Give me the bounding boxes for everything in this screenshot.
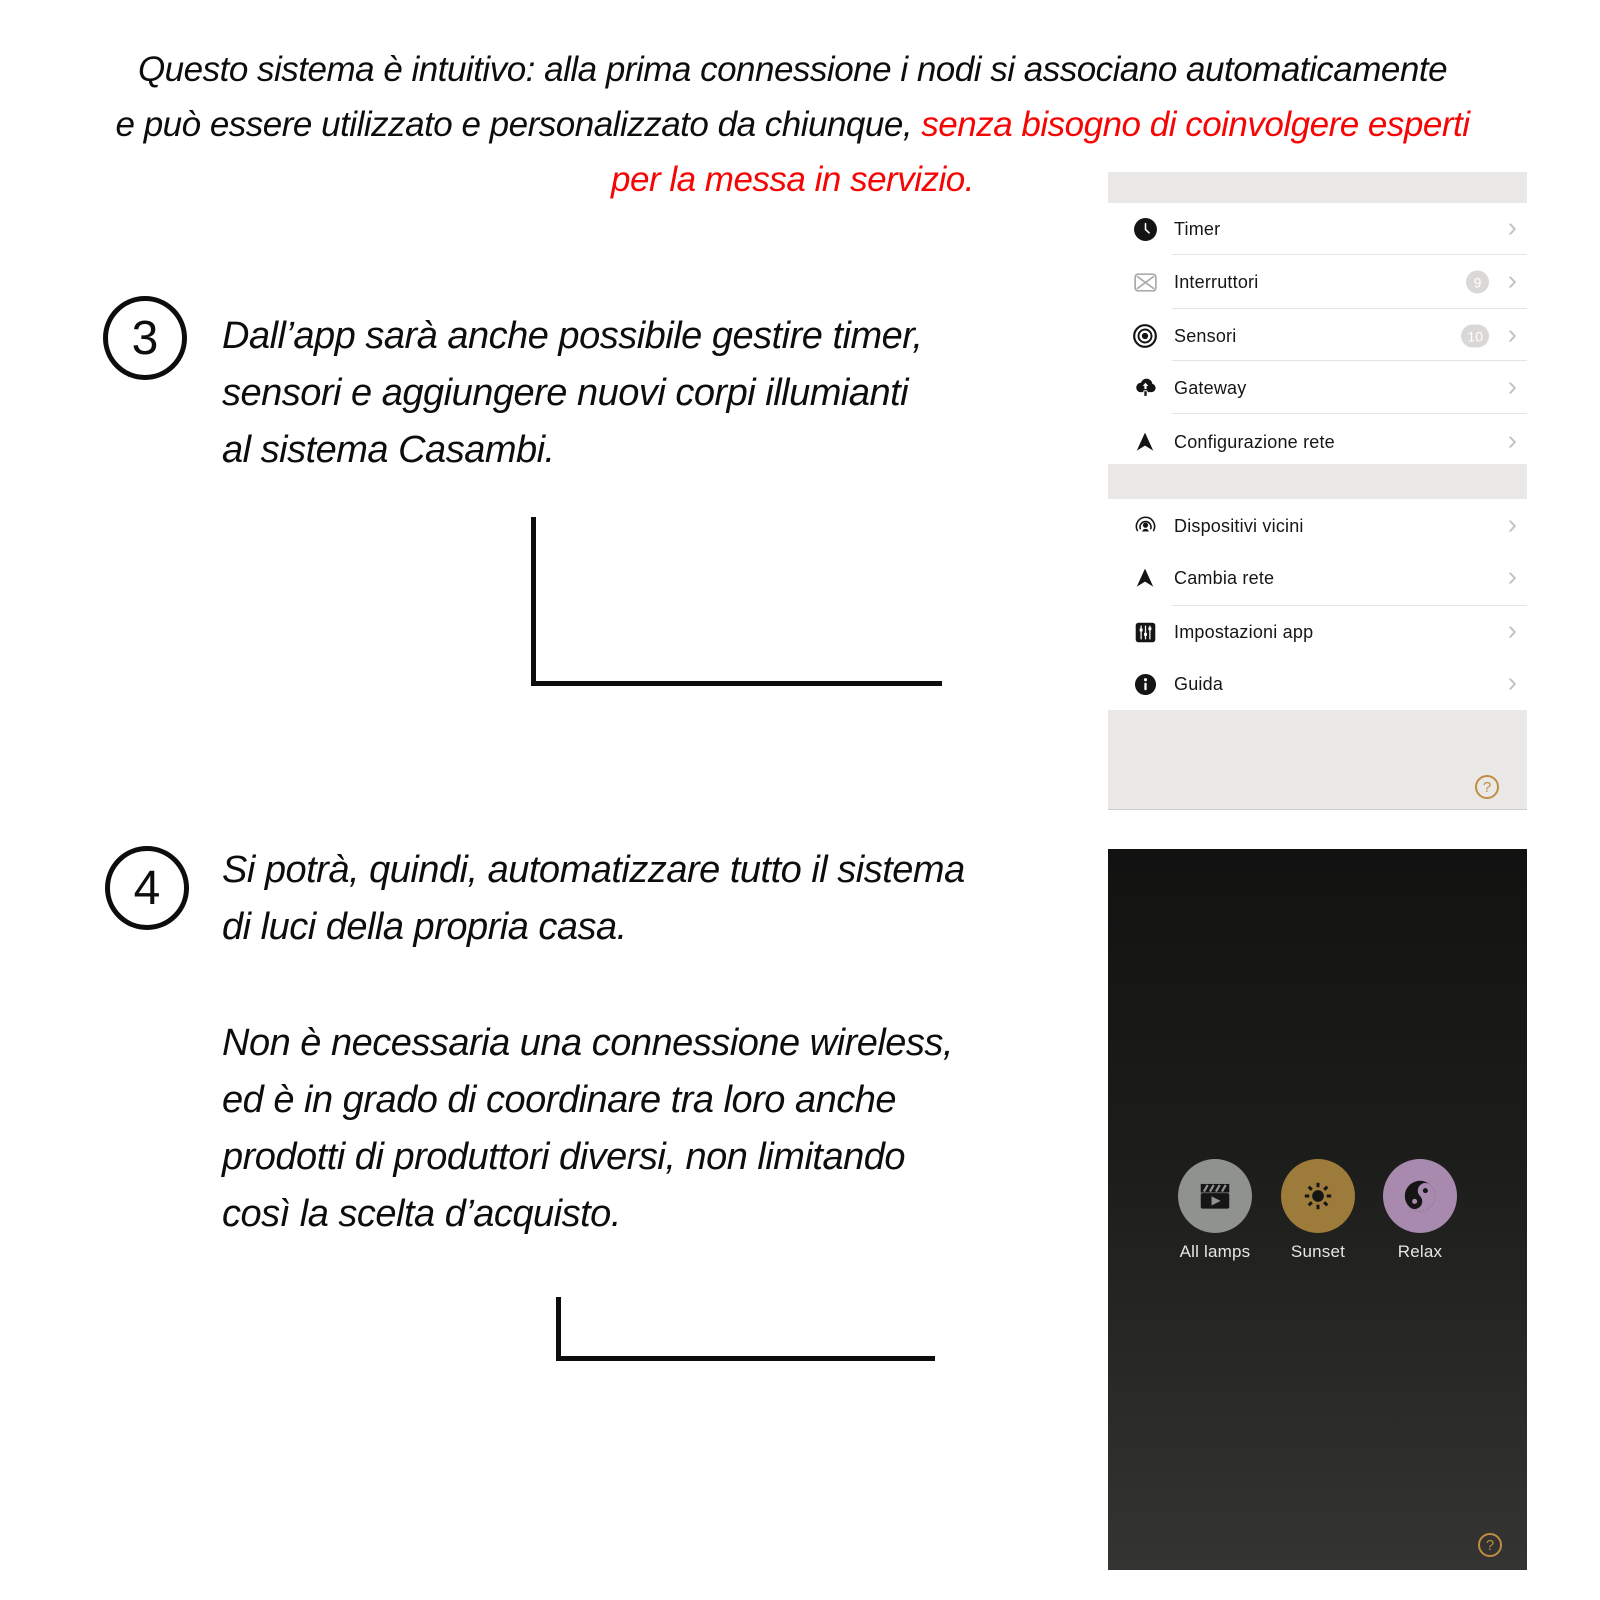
menu-item-label: Cambia rete <box>1174 567 1275 588</box>
menu-item-gateway[interactable] <box>1108 362 1527 414</box>
menu-item-cambia-rete[interactable] <box>1108 552 1527 604</box>
menu-section-separator <box>1108 464 1527 499</box>
count-badge: 9 <box>1466 271 1489 294</box>
step-3-text <box>222 308 922 479</box>
step-3-line-1: Dall’app sarà anche possibile gestire timer, <box>222 315 923 357</box>
app-settings-menu-screenshot <box>1108 172 1527 810</box>
chevron-right-icon: › <box>1507 264 1517 296</box>
scene-label: Sunset <box>1290 1242 1346 1261</box>
menu-item-timer[interactable] <box>1108 203 1527 255</box>
chevron-right-icon: › <box>1507 614 1517 646</box>
intro-line-1: Questo sistema è intuitivo: alla prima connessione i nodi si associano automaticamente <box>137 50 1448 89</box>
menu-divider <box>1172 254 1527 255</box>
app-scenes-screenshot <box>1108 849 1527 1570</box>
chevron-right-icon: › <box>1507 318 1517 350</box>
step-4-paragraph-2 <box>222 1015 953 1243</box>
clapperboard-icon <box>1196 1177 1234 1215</box>
menu-item-label: Impostazioni app <box>1174 621 1314 642</box>
chevron-right-icon: › <box>1507 424 1517 456</box>
intro-line-3: per la messa in servizio. <box>611 160 974 199</box>
chevron-right-icon: › <box>1507 211 1517 243</box>
step-4-line-5: prodotti di produttori diversi, non limitando <box>222 1136 905 1178</box>
menu-item-sensori[interactable] <box>1108 310 1527 362</box>
app-settings-icon <box>1130 620 1160 645</box>
scene-relax[interactable] <box>1368 1159 1472 1262</box>
menu-divider <box>1172 413 1527 414</box>
chevron-right-icon: › <box>1507 560 1517 592</box>
step-3-line-3: al sistema Casambi. <box>222 429 555 471</box>
step-4-number: 4 <box>133 861 161 915</box>
scene-sunset-button[interactable] <box>1281 1159 1355 1233</box>
chevron-right-icon: › <box>1507 666 1517 698</box>
yin-yang-icon <box>1401 1177 1439 1215</box>
menu-item-label: Dispositivi vicini <box>1174 515 1304 536</box>
menu-top-bar <box>1108 172 1527 203</box>
nearby-devices-icon <box>1130 513 1160 540</box>
network-arrow-icon <box>1130 430 1160 454</box>
menu-item-label: Configurazione rete <box>1174 431 1335 452</box>
step-4-line-6: così la scelta d’acquisto. <box>222 1193 621 1235</box>
sensor-icon <box>1130 323 1160 349</box>
switch-icon <box>1130 269 1160 296</box>
info-icon <box>1130 673 1160 696</box>
menu-item-interruttori[interactable] <box>1108 256 1527 308</box>
help-glyph: ? <box>1482 778 1492 796</box>
scene-relax-button[interactable] <box>1383 1159 1457 1233</box>
menu-item-configurazione-rete[interactable] <box>1108 416 1527 468</box>
scene-all-lamps[interactable] <box>1163 1159 1267 1262</box>
network-arrow-icon <box>1130 566 1160 590</box>
menu-item-label: Guida <box>1174 673 1224 694</box>
intro-line-2-black: e può essere utilizzato e personalizzato da chiunque, <box>115 105 922 144</box>
menu-bottom-bar <box>1108 710 1527 810</box>
step-3-number: 3 <box>131 311 159 365</box>
step-3-number-circle <box>103 296 187 380</box>
gateway-cloud-icon <box>1130 375 1160 402</box>
step-4-connector-horizontal-line <box>556 1356 935 1361</box>
menu-item-impostazioni-app[interactable] <box>1108 606 1527 658</box>
scene-label: Relax <box>1397 1242 1443 1261</box>
intro-line-2 <box>20 97 1565 152</box>
step-4-paragraph-1 <box>222 842 965 956</box>
chevron-right-icon: › <box>1507 370 1517 402</box>
menu-item-guida[interactable] <box>1108 658 1527 710</box>
scene-label: All lamps <box>1179 1242 1251 1261</box>
scene-all-lamps-button[interactable] <box>1178 1159 1252 1233</box>
menu-item-label: Sensori <box>1174 325 1237 346</box>
chevron-right-icon: › <box>1507 508 1517 540</box>
sun-icon <box>1300 1178 1336 1214</box>
menu-item-label: Gateway <box>1174 377 1247 398</box>
count-badge: 10 <box>1461 325 1489 348</box>
intro-line-2-red: senza bisogno di coinvolgere esperti <box>921 105 1470 144</box>
step-4-line-4: ed è in grado di coordinare tra loro anche <box>222 1079 897 1121</box>
help-glyph: ? <box>1485 1536 1495 1554</box>
menu-divider <box>1172 308 1527 309</box>
step-4-line-3: Non è necessaria una connessione wireless, <box>222 1022 953 1064</box>
menu-item-label: Timer <box>1174 218 1221 239</box>
help-icon[interactable] <box>1475 775 1499 799</box>
step-4-connector-vertical-line <box>556 1297 561 1361</box>
menu-item-dispositivi-vicini[interactable] <box>1108 500 1527 552</box>
menu-item-label: Interruttori <box>1174 271 1259 292</box>
scene-sunset[interactable] <box>1266 1159 1370 1262</box>
help-icon[interactable] <box>1478 1533 1502 1557</box>
step-3-connector-vertical-line <box>531 517 536 686</box>
step-3-connector-horizontal-line <box>531 681 942 686</box>
step-4-number-circle <box>105 846 189 930</box>
step-3-line-2: sensori e aggiungere nuovi corpi illumianti <box>222 372 909 414</box>
menu-divider <box>1172 360 1527 361</box>
timer-clock-icon <box>1130 217 1160 242</box>
step-4-line-2: di luci della propria casa. <box>222 906 627 948</box>
step-4-line-1: Si potrà, quindi, automatizzare tutto il sistema <box>222 849 965 891</box>
